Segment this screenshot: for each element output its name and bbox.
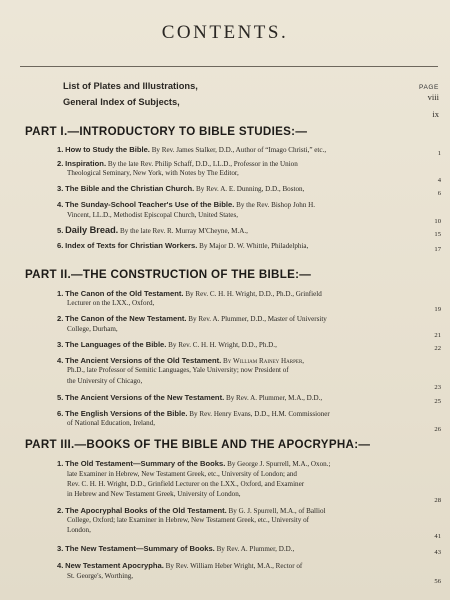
- entry-author: By Rev. A. E. Dunning, D.D., Boston,: [196, 185, 305, 193]
- entry-number: 1.: [57, 145, 64, 154]
- entry-author: By Rev. A. Plummer, D.D.,: [216, 545, 295, 553]
- entry-author-cont: Rev. C. H. H. Wright, D.D., Grinfield Lecturer on the LXX., Oxford, and Examiner: [67, 480, 305, 488]
- front-matter-index-page: ix: [432, 109, 439, 119]
- entry-page: 21: [434, 332, 441, 339]
- entry-number: 3.: [57, 340, 64, 349]
- entry-author: By the late Rev. R. Murray M'Cheyne, M.A.,: [120, 227, 248, 235]
- entry-page: 6: [437, 190, 441, 197]
- entry-title: The Languages of the Bible.: [65, 340, 167, 349]
- entry-number: 1.: [57, 289, 64, 298]
- entry-author: By George J. Spurrell, M.A., Oxon.;: [227, 460, 331, 468]
- entry-author: By Rev. A. Plummer, M.A., D.D.,: [226, 394, 323, 402]
- entry-number: 3.: [57, 544, 64, 553]
- entry-title: New Testament Apocrypha.: [65, 561, 164, 570]
- entry-author-cont: Ph.D., late Professor of Semitic Languages, Yale University; now President of: [67, 366, 289, 374]
- entry-author-cont: College, Oxford; late Examiner in Hebrew, New Testament Greek, etc., University of: [67, 516, 309, 524]
- entry-author: By Rev. C. H. H. Wright, D.D., Ph.D., Grinfield: [185, 290, 322, 298]
- front-matter-index: General Index of Subjects,: [63, 97, 180, 107]
- entry-title: The Canon of the Old Testament.: [65, 289, 184, 298]
- entry-page: 10: [434, 218, 441, 225]
- entry-author: By Rev. William Heber Wright, M.A., Rector of: [165, 562, 303, 570]
- entry-title: Index of Texts for Christian Workers.: [65, 241, 198, 250]
- entry-title: Daily Bread.: [65, 225, 119, 235]
- part-3-heading: PART III.—BOOKS OF THE BIBLE AND THE APOCRYPHA:—: [25, 438, 371, 451]
- entry-author: By Rev. C. H. H. Wright, D.D., Ph.D.,: [168, 341, 277, 349]
- entry-author: By Major D. W. Whittle, Philadelphia,: [199, 242, 309, 250]
- entry-author: By Rev. James Stalker, D.D., Author of “Imago Christi,” etc.,: [151, 146, 327, 154]
- entry-title: Inspiration.: [65, 159, 107, 168]
- entry-title: The Bible and the Christian Church.: [65, 184, 195, 193]
- entry-author: By William Rainey Harper,: [223, 357, 305, 365]
- entry-number: 4.: [57, 200, 64, 209]
- front-matter-plates: List of Plates and Illustrations,: [63, 81, 198, 91]
- entry-number: 4.: [57, 561, 64, 570]
- entry-title: The Apocryphal Books of the Old Testament.: [65, 506, 227, 515]
- entry-number: 6.: [57, 241, 64, 250]
- entry-title: The Ancient Versions of the Old Testament.: [65, 356, 222, 365]
- entry-title: The Canon of the New Testament.: [65, 314, 187, 323]
- entry-page: 4: [437, 177, 441, 184]
- entry-author-cont: Lecturer on the LXX., Oxford,: [67, 299, 155, 307]
- page-column-header: PAGE: [419, 84, 439, 91]
- entry-author: By the late Rev. Philip Schaff, D.D., LL.D., Professor in the Union: [107, 160, 298, 168]
- entry-number: 2.: [57, 314, 64, 323]
- entry-page: 25: [434, 398, 441, 405]
- entry-author-cont: of National Education, Ireland,: [67, 419, 156, 427]
- page-title: CONTENTS.: [161, 22, 289, 43]
- entry-number: 3.: [57, 184, 64, 193]
- entry-page: 19: [434, 306, 441, 313]
- title-rule: [20, 66, 438, 67]
- entry-author: By Rev. A. Plummer, D.D., Master of University: [188, 315, 327, 323]
- entry-author-cont: St. George's, Worthing,: [67, 572, 134, 580]
- entry-author: By Rev. Henry Evans, D.D., H.M. Commissioner: [189, 410, 330, 418]
- entry-author-cont: the University of Chicago,: [67, 377, 143, 385]
- entry-title: The Old Testament—Summary of the Books.: [65, 459, 226, 468]
- entry-author-cont: in Hebrew and New Testament Greek, University of London,: [67, 490, 241, 498]
- entry-author-cont: College, Durham,: [67, 325, 118, 333]
- part-1-heading: PART I.—INTRODUCTORY TO BIBLE STUDIES:—: [25, 125, 308, 138]
- entry-page: 23: [434, 384, 441, 391]
- entry-number: 5.: [57, 226, 64, 235]
- entry-author-cont: Vincent, LL.D., Methodist Episcopal Church, United States,: [67, 211, 238, 219]
- entry-number: 6.: [57, 409, 64, 418]
- entry-title: The English Versions of the Bible.: [65, 409, 188, 418]
- entry-author: By the Rev. Bishop John H.: [236, 201, 316, 209]
- entry-page: 28: [434, 497, 441, 504]
- entry-number: 2.: [57, 159, 64, 168]
- entry-page: 56: [434, 578, 441, 585]
- entry-author: By G. J. Spurrell, M.A., of Balliol: [228, 507, 326, 515]
- entry-page: 17: [434, 246, 441, 253]
- entry-page: 41: [434, 533, 441, 540]
- entry-number: 4.: [57, 356, 64, 365]
- entry-page: 15: [434, 231, 441, 238]
- entry-title: The New Testament—Summary of Books.: [65, 544, 215, 553]
- entry-title: The Sunday-School Teacher's Use of the Bible.: [65, 200, 235, 209]
- front-matter-plates-page: viii: [427, 92, 439, 102]
- entry-page: 43: [434, 549, 441, 556]
- entry-page: 22: [434, 345, 441, 352]
- entry-number: 2.: [57, 506, 64, 515]
- entry-title: How to Study the Bible.: [65, 145, 150, 154]
- entry-page: 26: [434, 426, 441, 433]
- entry-page: 1: [437, 150, 441, 157]
- entry-author-cont: London,: [67, 526, 91, 534]
- entry-number: 5.: [57, 393, 64, 402]
- entry-title: The Ancient Versions of the New Testament.: [65, 393, 225, 402]
- entry-author-cont: late Examiner in Hebrew, New Testament Greek, etc., University of London; and: [67, 470, 297, 478]
- entry-number: 1.: [57, 459, 64, 468]
- entry-author-cont: Theological Seminary, New York, with Notes by The Editor,: [67, 169, 239, 177]
- part-2-heading: PART II.—THE CONSTRUCTION OF THE BIBLE:—: [25, 268, 312, 281]
